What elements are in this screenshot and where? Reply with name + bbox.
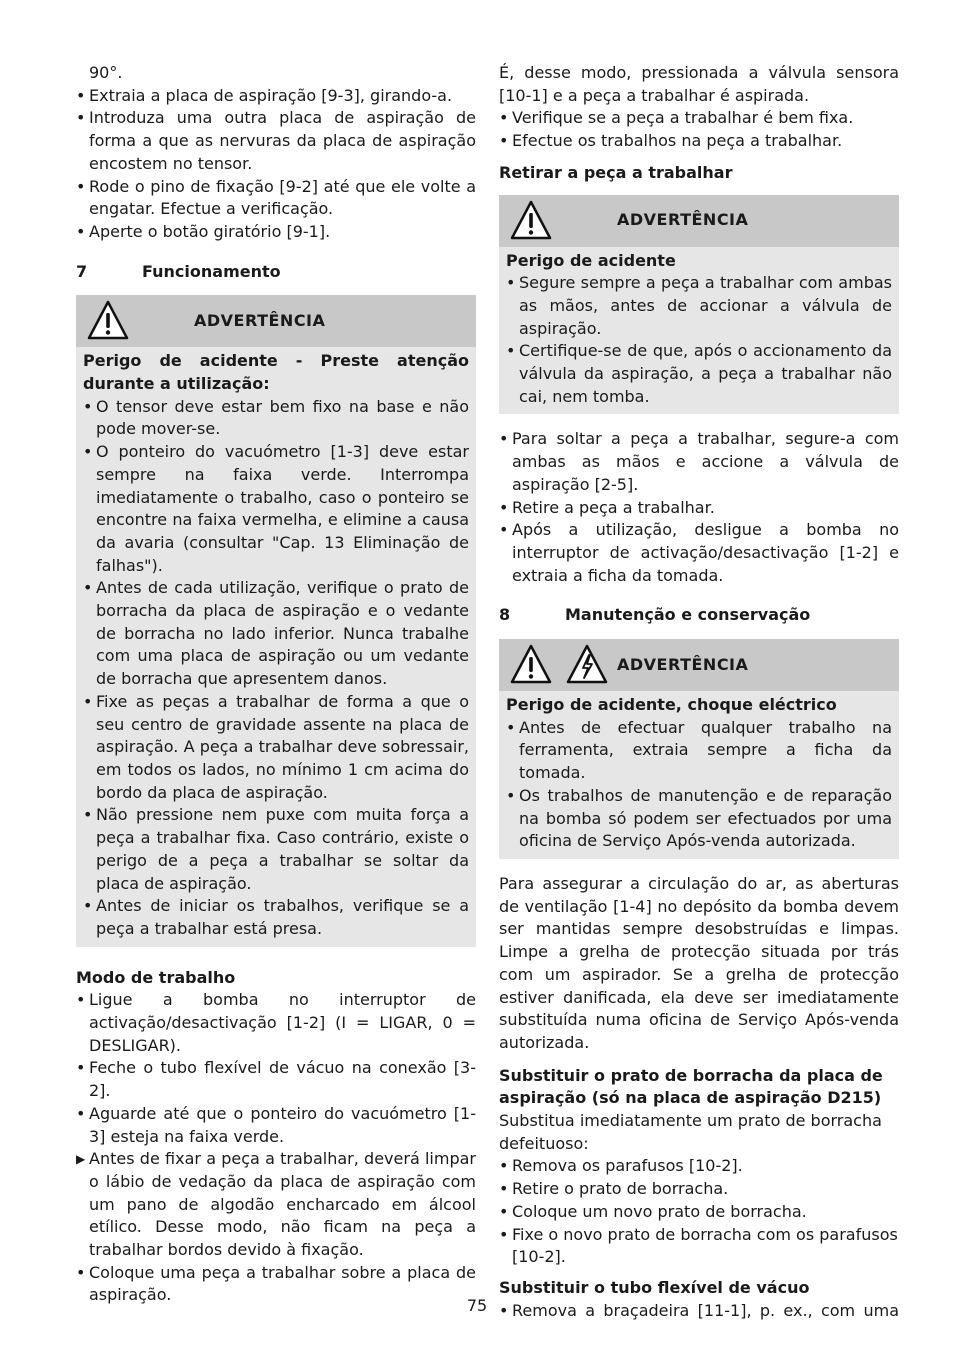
- warning-bullet-list: [506, 717, 892, 853]
- removal-bullet-list: [499, 428, 899, 587]
- continuation-bullet-list: [499, 107, 899, 152]
- section-heading-8: [499, 604, 899, 627]
- section-number: 8: [499, 605, 511, 625]
- list-item: • Verifique se a peça a trabalhar é bem fixa.: [499, 107, 899, 130]
- right-column: [499, 62, 899, 1322]
- warning-bullet-list: [83, 396, 469, 941]
- list-item: • Introduza uma outra placa de aspiração de forma a que as nervuras da placa de aspiração encostem no tensor.: [76, 107, 476, 175]
- list-item: • Os trabalhos de manutenção e de reparação na bomba só podem ser efectuados por uma oficina de Serviço Após-venda autorizada.: [506, 785, 892, 853]
- list-item: • Antes de iniciar os trabalhos, verifique se a peça a trabalhar está presa.: [83, 895, 469, 940]
- rubber-plate-list: [499, 1155, 899, 1269]
- list-item: • Certifique-se de que, após o accionamento da válvula da aspiração, a peça a trabalhar não cai, nem tomba.: [506, 340, 892, 408]
- list-item: • Antes de efectuar qualquer trabalho na ferramenta, extraia sempre a ficha da tomada.: [506, 717, 892, 785]
- continuation-text: É, desse modo, pressionada a válvula sensora [10-1] e a peça a trabalhar é aspirada.: [499, 63, 899, 105]
- subheading-replace-hose: Substituir o tubo flexível de vácuo: [499, 1277, 810, 1297]
- list-item: • Para soltar a peça a trabalhar, segure-a com ambas as mãos e accione a válvula de aspiração [2-5].: [499, 428, 899, 496]
- list-item: • Ligue a bomba no interruptor de activação/desactivação [1-2] (I = LIGAR, 0 = DESLIGAR).: [76, 989, 476, 1057]
- instruction-item: ▶ Antes de fixar a peça a trabalhar, deverá limpar o lábio de vedação da placa de aspiração com um pano de algodão encharcado em álcool etílico. Desse modo, não ficam na peça a trabalhar bordos devido à fixação.: [76, 1148, 476, 1262]
- warning-header: [499, 195, 899, 247]
- warning-box-removal: [499, 195, 899, 415]
- list-item: • O tensor deve estar bem fixo na base e não pode mover-se.: [83, 396, 469, 441]
- section-title: Manutenção e conservação: [565, 605, 811, 625]
- warning-bullet-list: [506, 272, 892, 408]
- list-item: • Retire o prato de borracha.: [499, 1178, 899, 1201]
- list-item: • Extraia a placa de aspiração [9-3], girando-a.: [76, 85, 476, 108]
- warning-title: ADVERTÊNCIA: [617, 654, 749, 674]
- intro-bullet-list: [76, 85, 476, 244]
- section-number: 7: [76, 261, 88, 281]
- list-item: • Retire a peça a trabalhar.: [499, 497, 899, 520]
- warning-body: [499, 691, 899, 859]
- left-column: [76, 62, 476, 1307]
- list-item: • Feche o tubo flexível de vácuo na conexão [3-2].: [76, 1057, 476, 1102]
- rubber-plate-intro: Substitua imediatamente um prato de borracha defeituoso:: [499, 1111, 882, 1153]
- warning-title: ADVERTÊNCIA: [617, 210, 749, 230]
- warning-subtitle: Perigo de acidente: [506, 250, 676, 270]
- list-item: • Rode o pino de fixação [9-2] até que ele volte a engatar. Efectue a verificação.: [76, 176, 476, 221]
- list-item: • Após a utilização, desligue a bomba no interruptor de activação/desactivação [1-2] e extraia a ficha da tomada.: [499, 519, 899, 587]
- subheading-remove-workpiece: Retirar a peça a trabalhar: [499, 162, 733, 182]
- list-item: • Coloque uma peça a trabalhar sobre a placa de aspiração.: [76, 1262, 476, 1307]
- list-item: • Não pressione nem puxe com muita força a peça a trabalhar fixa. Caso contrário, existe o perigo de a peça a trabalhar se soltar da placa de aspiração.: [83, 804, 469, 895]
- work-mode-list: [76, 989, 476, 1307]
- warning-header: [76, 295, 476, 347]
- list-item: • Antes de cada utilização, verifique o prato de borracha da placa de aspiração e o vedante de borracha no lado inferior. Nunca trabalhe com uma placa de aspiração ou um vedante de borracha que apresentem danos.: [83, 577, 469, 691]
- list-item: • Remova a braçadeira [11-1], p. ex., com uma: [499, 1300, 899, 1323]
- subheading-replace-rubber-plate: Substituir o prato de borracha da placa de aspiração (só na placa de aspiração D215): [499, 1065, 883, 1108]
- list-item: • Segure sempre a peça a trabalhar com ambas as mãos, antes de accionar a válvula de aspiração.: [506, 272, 892, 340]
- list-item: • Coloque um novo prato de borracha.: [499, 1201, 899, 1224]
- warning-body: [76, 347, 476, 946]
- page-number: 75: [466, 1296, 488, 1315]
- list-item: • Aguarde até que o ponteiro do vacuómetro [1-3] esteja na faixa verde.: [76, 1103, 476, 1148]
- warning-header: [499, 639, 899, 691]
- list-item: • Remova os parafusos [10-2].: [499, 1155, 899, 1178]
- warning-triangle-icon: [509, 643, 553, 687]
- warning-subtitle: Perigo de acidente - Preste atenção durante a utilização:: [83, 351, 469, 394]
- warning-box-operation: [76, 295, 476, 946]
- list-item: • Efectue os trabalhos na peça a trabalhar.: [499, 130, 899, 153]
- section-heading-7: [76, 261, 476, 284]
- warning-title: ADVERTÊNCIA: [194, 310, 326, 330]
- warning-subtitle: Perigo de acidente, choque eléctrico: [506, 695, 837, 715]
- list-item: • Aperte o botão giratório [9-1].: [76, 221, 476, 244]
- intro-continuation: 90°.: [89, 63, 123, 82]
- warning-triangle-icon: [509, 199, 553, 243]
- section-title: Funcionamento: [142, 261, 281, 281]
- warning-triangle-icon: [86, 299, 130, 343]
- maintenance-paragraph: Para assegurar a circulação do ar, as aberturas de ventilação [1-4] no depósito da bomba devem ser mantidas sempre desobstruídas e limpas. Limpe a grelha de protecção situada por trás com um aspirador. Se a grelha de protecção estiver danificada, ela deve ser imediatamente substituída numa oficina de Serviço Após-venda autorizada.: [499, 873, 899, 1052]
- warning-box-maintenance: [499, 639, 899, 859]
- list-item: • Fixe as peças a trabalhar de forma a que o seu centro de gravidade assente na placa de aspiração. A peça a trabalhar deve sobressair, em todos os lados, no mínimo 1 cm acima do bordo da placa de aspiração.: [83, 691, 469, 805]
- list-item: • Fixe o novo prato de borracha com os parafusos [10-2].: [499, 1224, 899, 1269]
- list-item: • O ponteiro do vacuómetro [1-3] deve estar sempre na faixa verde. Interrompa imediatamente o trabalho, caso o ponteiro se encontre na faixa vermelha, e elimine a causa da avaria (consultar "Cap. 13 Eliminação de falhas").: [83, 441, 469, 577]
- electric-shock-icon: [565, 643, 609, 687]
- warning-body: [499, 247, 899, 415]
- subheading-work-mode: Modo de trabalho: [76, 967, 236, 987]
